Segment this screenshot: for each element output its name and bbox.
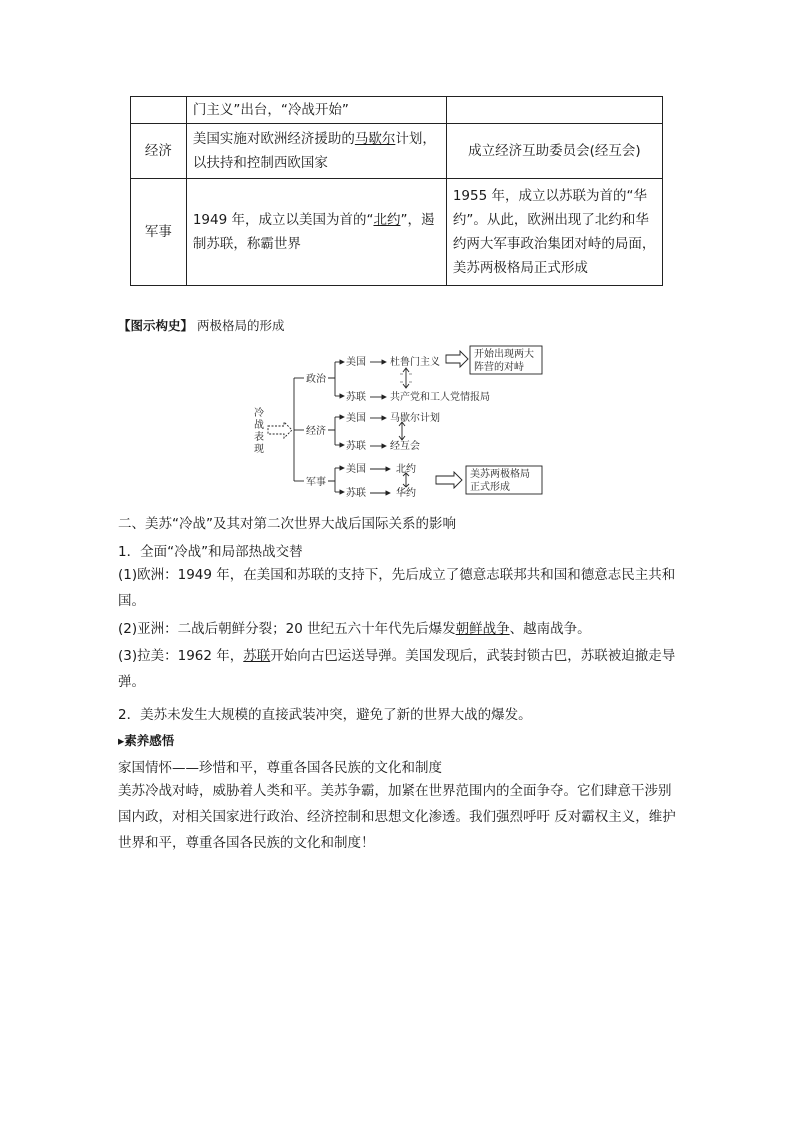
box1-line2: 阵营的对峙 — [474, 362, 524, 373]
warsaw-node: 华约 — [396, 488, 416, 499]
dashed-arrow — [268, 422, 292, 438]
marshall-node: 马歇尔计划 — [390, 413, 440, 424]
su-label: 苏联 — [346, 392, 366, 403]
box2-line1: 美苏两极格局 — [470, 469, 530, 480]
section-tag: 【图示构史】 — [118, 318, 194, 333]
economy-label: 经济 — [306, 426, 326, 437]
root-char: 战 — [254, 420, 264, 431]
literacy-marker: ▸素养感悟 — [118, 733, 175, 748]
table-cell-su: 成立经济互助委员会(经互会) — [446, 124, 662, 179]
table-cell-su — [446, 97, 662, 124]
table-cell-label: 经济 — [131, 124, 187, 179]
table-row — [131, 124, 663, 179]
truman-node: 杜鲁门主义 — [390, 357, 440, 368]
us-label: 美国 — [346, 357, 366, 368]
paragraph-asia — [118, 616, 678, 642]
table-cell-us — [186, 124, 446, 179]
comparison-table — [130, 96, 663, 286]
underlined-term: 朝鲜战争 — [455, 621, 510, 637]
cominform-node: 共产党和工人党情报局 — [390, 392, 490, 403]
su-label: 苏联 — [346, 488, 366, 499]
text: 1949 年，成立以美国为首的“ — [192, 212, 374, 228]
table-cell-us: 门主义”出台，“冷战开始” — [186, 97, 446, 124]
root-char: 冷 — [254, 408, 264, 419]
su-label: 苏联 — [346, 441, 366, 452]
comecon-node: 经互会 — [390, 441, 420, 452]
us-label: 美国 — [346, 464, 366, 475]
table-cell-su: 1955 年，成立以苏联为首的“华约”。从此，欧洲出现了北约和华约两大军事政治集团对峙的局面，美苏两极格局正式形成 — [446, 179, 662, 286]
box1-line1: 开始出现两大 — [474, 349, 534, 360]
diagram-section-heading — [118, 316, 285, 334]
box2-line2: 正式形成 — [470, 482, 510, 493]
table-cell-label: 军事 — [131, 179, 187, 286]
paragraph-latin-america — [118, 643, 678, 695]
underlined-term: 北约 — [373, 212, 401, 228]
table-row — [131, 97, 663, 124]
root-char: 现 — [254, 444, 264, 455]
text: (2)亚洲：二战后朝鲜分裂；20 世纪五六十年代先后爆发 — [118, 621, 456, 637]
text: 计划，以扶持和控制西欧国家 — [192, 131, 436, 171]
text: 、越南战争。 — [509, 621, 591, 637]
underlined-term: 马歇尔 — [354, 131, 396, 147]
paragraph-europe: (1)欧洲：1949 年，在美国和苏联的支持下，先后成立了德意志联邦共和国和德意志民主共和国。 — [118, 567, 676, 609]
bipolar-diagram — [240, 338, 560, 503]
underlined-term: 苏联 — [243, 648, 271, 664]
politics-label: 政治 — [306, 374, 326, 385]
table-row — [131, 179, 663, 286]
text: 开始向古巴运送导弹。美国发现后，武装封锁古巴，苏联被迫撤走导弹。 — [118, 648, 676, 690]
text: ”，遏制苏联，称霸世界 — [192, 212, 435, 252]
table-cell-label — [131, 97, 187, 124]
subheading: 1．全面“冷战”和局部热战交替 — [118, 544, 303, 560]
literacy-heading: 家国情怀——珍惜和平，尊重各国各民族的文化和制度 — [118, 760, 442, 776]
section-title: 两极格局的形成 — [197, 318, 285, 333]
text: 美国实施对欧洲经济援助的 — [192, 131, 355, 147]
root-char: 表 — [254, 432, 264, 443]
nato-node: 北约 — [396, 464, 416, 475]
text: (3)拉美：1962 年， — [118, 648, 244, 664]
point-2: 2．美苏未发生大规模的直接武装冲突，避免了新的世界大战的爆发。 — [118, 707, 532, 723]
table-cell-us — [186, 179, 446, 286]
us-label: 美国 — [346, 413, 366, 424]
section-heading: 二、美苏“冷战”及其对第二次世界大战后国际关系的影响 — [118, 516, 456, 532]
literacy-body: 美苏冷战对峙，威胁着人类和平。美苏争霸，加紧在世界范围内的全面争夺。它们肆意干涉别国内政，对相关国家进行政治、经济控制和思想文化渗透。我们强烈呼吁 反对霸权主义，维护世界和平，尊重各国各民族的文化和制度！ — [118, 783, 676, 851]
military-label: 军事 — [306, 477, 326, 488]
